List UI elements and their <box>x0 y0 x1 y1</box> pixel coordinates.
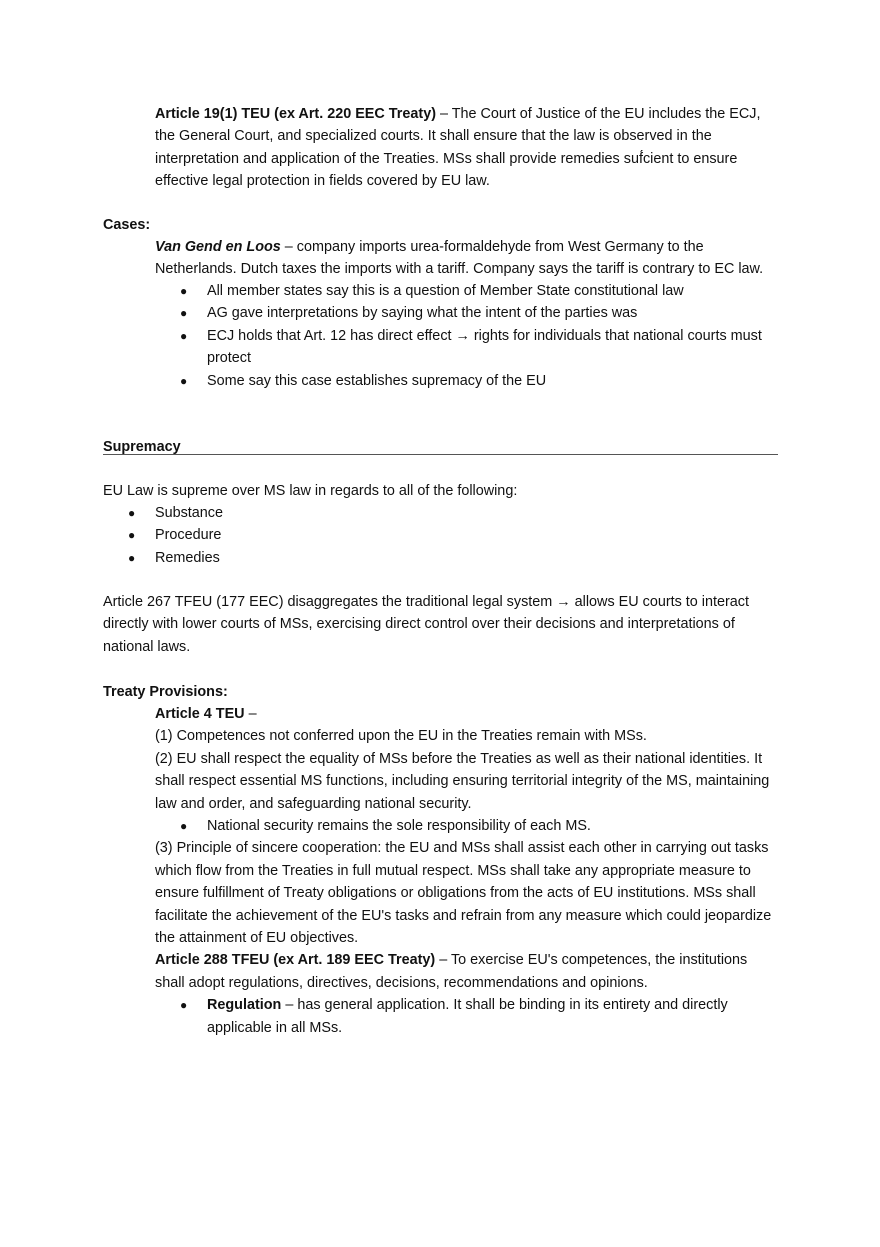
list-item: ● AG gave interpretations by saying what the intent of the parties was <box>155 302 775 324</box>
supremacy-list <box>103 502 779 569</box>
case-name: Van Gend en Loos <box>155 239 281 255</box>
article-4-para-1: (1) Competences not conferred upon the EU in the Treaties remain with MSs. <box>155 728 647 745</box>
bullet-icon: ● <box>180 373 188 388</box>
bullet-icon: ● <box>180 328 188 343</box>
article-4-bullet-list <box>155 815 775 837</box>
bullet-icon: ● <box>180 284 188 298</box>
article-288-paragraph: Article 288 TFEU (ex Art. 189 EEC Treaty) – To exercise EU's competences, the institutions shall adopt regulations, directives, decisions, recommendations and opinions. <box>155 952 748 991</box>
article-288-heading: Article 288 TFEU (ex Art. 189 EEC Treaty) <box>155 952 436 969</box>
supremacy-heading: Supremacy <box>103 439 181 455</box>
case-text: – company imports urea-formaldehyde from West Germany to the Netherlands. Dutch taxes the imports with a tariff. Company says the tariff is contrary to EC law. <box>155 239 764 278</box>
section-divider <box>103 454 778 455</box>
bullet-icon: ● <box>128 550 136 565</box>
bullet-icon: ● <box>180 998 188 1013</box>
list-item: ● Regulation – has general application. It shall be binding in its entirety and directly applicable in all MSs. <box>155 994 775 1039</box>
cases-heading: Cases: <box>103 217 151 233</box>
article-4-heading-line: Article 4 TEU – <box>155 706 257 722</box>
list-item: ● Substance <box>103 502 779 524</box>
article-19-heading: Article 19(1) TEU (ex Art. 220 EEC Treaty) <box>155 106 436 122</box>
supremacy-intro: EU Law is supreme over MS law in regards to all of the following: <box>103 483 518 499</box>
treaty-provisions-heading: Treaty Provisions: <box>103 684 228 700</box>
article-4-para-2: (2) EU shall respect the equality of MSs before the Treaties as well as their national identities. It shall respect essential MS functions, including ensuring territorial integrity of the MS, maintaining law and order, and safeguarding national security. <box>155 750 770 812</box>
article-19-paragraph <box>155 103 775 193</box>
article-4-heading: Article 4 TEU <box>155 706 245 722</box>
list-item: ● National security remains the sole responsibility of each MS. <box>155 815 775 837</box>
van-gend-paragraph <box>155 236 775 281</box>
regulation-term: Regulation <box>207 997 282 1014</box>
bullet-icon: ● <box>180 306 188 321</box>
list-item: ● Some say this case establishes supremacy of the EU <box>155 370 775 392</box>
list-item: ● Remedies <box>103 547 779 569</box>
article-19-text: – The Court of Justice of the EU includes the ECJ, the General Court, and specialized courts. It shall ensure that the law is observed in the interpretation and application of the Treaties. MSs shall provide remedies suf́cient to ensure effective legal protection in fields covered by EU law. <box>155 106 761 190</box>
case-bullet-list <box>155 280 775 392</box>
list-item: ● ECJ holds that Art. 12 has direct effect → rights for individuals that national courts must protect <box>155 325 775 370</box>
bullet-icon: ● <box>128 528 136 543</box>
list-item: ● Procedure <box>103 524 779 546</box>
list-item: ● All member states say this is a question of Member State constitutional law <box>155 280 775 302</box>
bullet-icon: ● <box>180 819 188 834</box>
bullet-icon: ● <box>128 506 136 520</box>
article-288-bullet-list <box>155 994 775 1039</box>
article-267-paragraph: Article 267 TFEU (177 EEC) disaggregates the traditional legal system → allows EU courts to interact directly with lower courts of MSs, exercising direct control over their decisions and interpretations of national laws. <box>103 594 749 655</box>
article-4-section <box>155 703 775 1039</box>
article-4-para-3: (3) Principle of sincere cooperation: the EU and MSs shall assist each other in carrying out tasks which flow from the Treaties in full mutual respect. MSs shall take any appropriate measure to ensure fulfillment of Treaty obligations or obligations from the acts of EU institutions. MSs shall facilitate the achievement of the EU's tasks and refrain from any measure which could jeopardize the attainment of EU objectives. <box>155 840 772 947</box>
